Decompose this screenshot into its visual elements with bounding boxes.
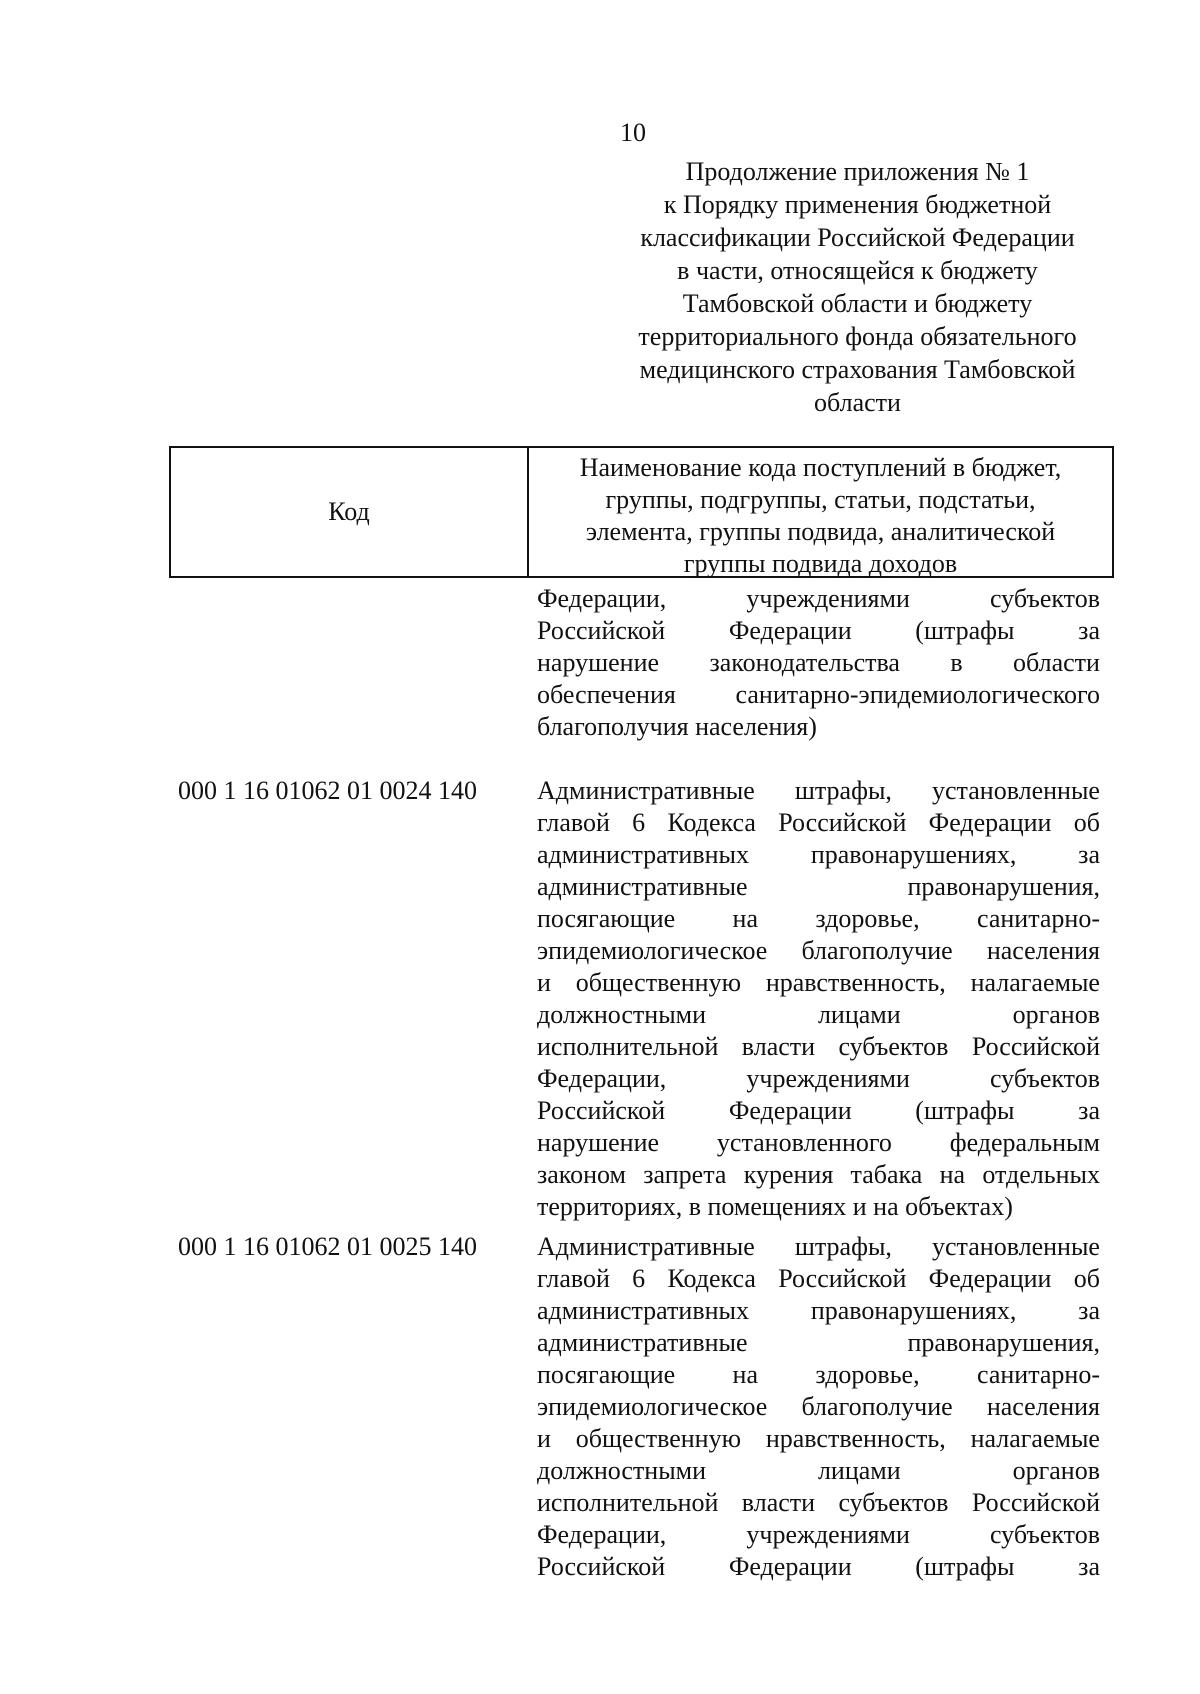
description-word: административные (537, 872, 748, 901)
description-line (537, 1359, 1100, 1391)
description-word: об (1073, 1264, 1100, 1293)
description-word: Кодекса (667, 1264, 756, 1293)
row-description (537, 583, 1100, 743)
description-word: субъектов (838, 1032, 949, 1061)
description-word: Российской (778, 1264, 907, 1293)
description-line (537, 711, 1100, 743)
description-word: должностными (537, 1000, 707, 1029)
description-word: исполнительной (537, 1032, 719, 1061)
description-line (537, 1455, 1100, 1487)
description-word: обеспечения (537, 680, 676, 709)
description-line (537, 1551, 1100, 1583)
description-word: административных (537, 840, 749, 869)
description-word: Российской (971, 1488, 1100, 1517)
description-word: Федерации, (537, 1520, 667, 1549)
description-word: благополучие (801, 936, 953, 965)
heading-line: в части, относящейся к бюджету (677, 256, 1038, 285)
description-word: санитарно- (976, 904, 1100, 933)
row-description (537, 775, 1100, 1223)
description-word: главой (537, 1264, 610, 1293)
description-word: 6 (632, 1264, 646, 1293)
description-word: власти (741, 1488, 816, 1517)
description-word: за (1078, 616, 1100, 645)
description-word: субъектов (989, 1064, 1100, 1093)
description-word: в (950, 648, 963, 677)
description-line (537, 1327, 1100, 1359)
description-word: штрафы, (794, 776, 892, 805)
description-word: Федерации (728, 616, 852, 645)
description-word: исполнительной (537, 1488, 719, 1517)
description-word: Федерации (728, 1096, 852, 1125)
description-word: установленного (716, 1128, 892, 1157)
description-line (537, 1191, 1100, 1223)
row-code: 000 1 16 01062 01 0025 140 (178, 1232, 477, 1261)
description-word: Федерации (928, 1264, 1052, 1293)
description-line (537, 903, 1100, 935)
heading-line: территориального фонда обязательного (638, 322, 1077, 351)
description-word: штрафы, (794, 1232, 892, 1261)
description-word: (штрафы (915, 1552, 1015, 1581)
column-header-name (529, 448, 1112, 576)
column-header-name-line: элемента, группы подвида, аналитической (585, 517, 1056, 546)
column-header-name-line: группы, подгруппы, статьи, подстатьи, (605, 485, 1036, 514)
description-word: 6 (632, 808, 646, 837)
description-word: посягающие (537, 1360, 676, 1389)
description-word: лицами (817, 1456, 901, 1485)
description-word: установленные (932, 1232, 1100, 1261)
heading-line: классификации Российской Федерации (640, 223, 1075, 252)
table-header (169, 446, 1114, 578)
description-word: Федерации (728, 1552, 852, 1581)
description-line (537, 1127, 1100, 1159)
description-word: Российской (971, 1032, 1100, 1061)
description-word: законодательства (709, 648, 900, 677)
description-word: за (1078, 1296, 1100, 1325)
description-line (537, 935, 1100, 967)
description-word: лицами (817, 1000, 901, 1029)
description-word: на (732, 1360, 759, 1389)
description-word: установленные (932, 776, 1100, 805)
description-word: за (1078, 1096, 1100, 1125)
description-line (537, 679, 1100, 711)
description-word: учреждениями (746, 1064, 910, 1093)
description-line (537, 1031, 1100, 1063)
description-word: нарушение (537, 1128, 660, 1157)
description-word: и (537, 1424, 551, 1453)
description-word: правонарушениях, (810, 840, 1017, 869)
description-word: отдельных (982, 1160, 1100, 1189)
description-line (537, 1295, 1100, 1327)
description-line (537, 839, 1100, 871)
description-word: власти (741, 1032, 816, 1061)
description-word: правонарушениях, (810, 1296, 1017, 1325)
row-code: 000 1 16 01062 01 0024 140 (178, 776, 477, 805)
description-word: населения (986, 1392, 1100, 1421)
description-word: эпидемиологическое (537, 1392, 768, 1421)
description-word: населения (986, 936, 1100, 965)
description-word: благополучие (801, 1392, 953, 1421)
description-word: административных (537, 1296, 749, 1325)
row-description (537, 1231, 1100, 1583)
description-word: Административные (537, 1232, 755, 1261)
description-word: за (1078, 1552, 1100, 1581)
description-line (537, 1095, 1100, 1127)
description-word: здоровье, (815, 1360, 920, 1389)
description-word: законом (537, 1160, 626, 1189)
description-word: налагаемые (970, 1424, 1100, 1453)
heading-line: Тамбовской области и бюджету (682, 289, 1033, 318)
description-word: на (939, 1160, 966, 1189)
column-header-name-line: Наименование кода поступлений в бюджет, (579, 453, 1062, 482)
description-word: Российской (537, 616, 666, 645)
description-line (537, 967, 1100, 999)
description-word: (штрафы (915, 616, 1015, 645)
description-word: здоровье, (815, 904, 920, 933)
description-word: эпидемиологическое (537, 936, 768, 965)
description-line (537, 871, 1100, 903)
description-line (537, 583, 1100, 615)
description-word: об (1073, 808, 1100, 837)
description-word: Российской (778, 808, 907, 837)
description-word: правонарушения, (907, 872, 1100, 901)
description-word: области (1013, 648, 1100, 677)
heading-line: к Порядку применения бюджетной (663, 190, 1052, 219)
description-word: на (732, 904, 759, 933)
description-word: федеральным (949, 1128, 1100, 1157)
description-word: благополучия населения) (537, 712, 817, 741)
description-word: Российской (537, 1552, 666, 1581)
description-line (537, 1487, 1100, 1519)
description-line (537, 775, 1100, 807)
description-line (537, 807, 1100, 839)
description-word: Кодекса (667, 808, 756, 837)
description-word: субъектов (989, 1520, 1100, 1549)
description-word: Российской (537, 1096, 666, 1125)
description-word: субъектов (838, 1488, 949, 1517)
description-line (537, 1159, 1100, 1191)
description-word: главой (537, 808, 610, 837)
heading-line: области (814, 388, 901, 417)
description-word: и (537, 968, 551, 997)
description-word: нравственность, (765, 968, 946, 997)
description-line (537, 615, 1100, 647)
description-line (537, 1519, 1100, 1551)
description-word: территориях, в помещениях и на объектах) (537, 1192, 1013, 1221)
description-word: санитарно- (976, 1360, 1100, 1389)
description-word: субъектов (989, 584, 1100, 613)
description-word: табака (850, 1160, 923, 1189)
description-word: санитарно-эпидемиологического (735, 680, 1100, 709)
description-line (537, 647, 1100, 679)
description-word: Федерации, (537, 1064, 667, 1093)
description-word: (штрафы (915, 1096, 1015, 1125)
description-word: посягающие (537, 904, 676, 933)
description-line (537, 1063, 1100, 1095)
description-word: Административные (537, 776, 755, 805)
description-word: Федерации, (537, 584, 667, 613)
description-word: курения (743, 1160, 834, 1189)
description-word: правонарушения, (907, 1328, 1100, 1357)
page-number: 10 (620, 118, 646, 147)
column-header-name-line: группы подвида доходов (683, 549, 958, 578)
description-word: органов (1012, 1456, 1100, 1485)
description-line (537, 999, 1100, 1031)
appendix-heading (590, 155, 1125, 419)
description-line (537, 1391, 1100, 1423)
description-word: административные (537, 1328, 748, 1357)
description-word: органов (1012, 1000, 1100, 1029)
description-word: нарушение (537, 648, 660, 677)
description-word: за (1078, 840, 1100, 869)
description-word: нравственность, (765, 1424, 946, 1453)
heading-line: Продолжение приложения № 1 (685, 157, 1030, 186)
description-word: Федерации (928, 808, 1052, 837)
description-word: налагаемые (970, 968, 1100, 997)
description-word: учреждениями (746, 1520, 910, 1549)
column-header-code: Код (171, 448, 529, 576)
description-word: учреждениями (746, 584, 910, 613)
description-word: общественную (575, 1424, 742, 1453)
description-line (537, 1423, 1100, 1455)
description-line (537, 1263, 1100, 1295)
description-word: общественную (575, 968, 742, 997)
description-word: запрета (643, 1160, 727, 1189)
heading-line: медицинского страхования Тамбовской (639, 355, 1076, 384)
description-line (537, 1231, 1100, 1263)
description-word: должностными (537, 1456, 707, 1485)
